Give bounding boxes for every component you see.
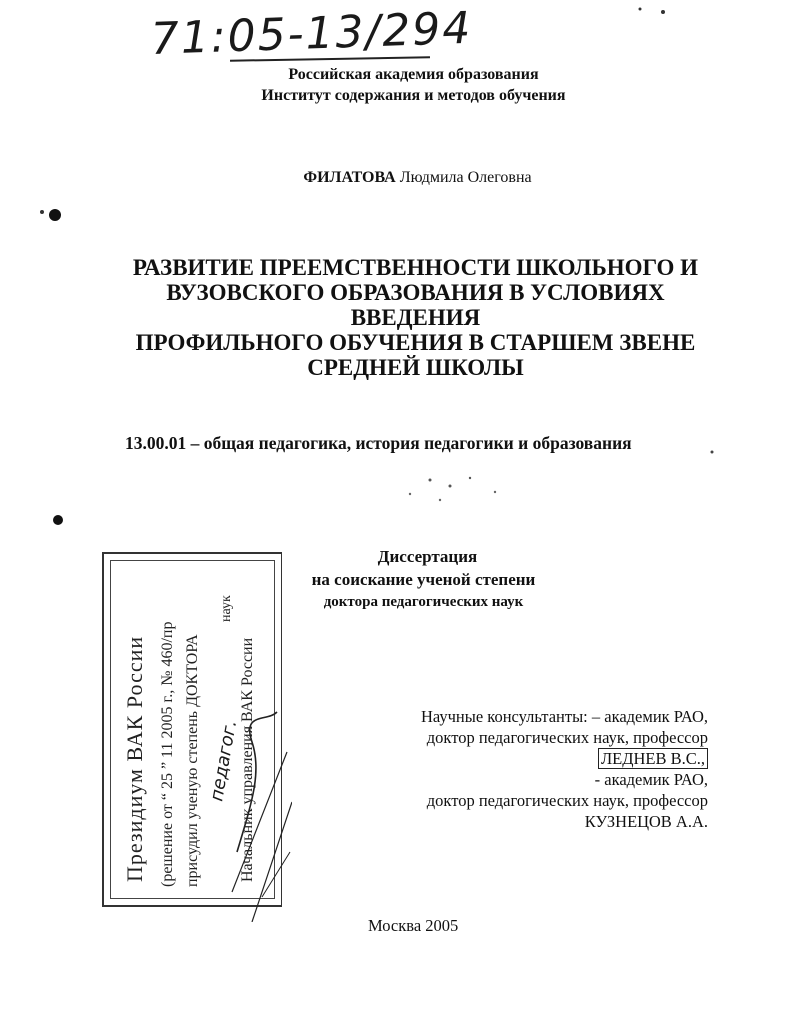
- dissertation-purpose: на соискание ученой степени: [311, 570, 536, 589]
- svg-text:Президиум ВАК России: Президиум ВАК России: [122, 635, 147, 882]
- title-line: ВУЗОВСКОГО ОБРАЗОВАНИЯ В УСЛОВИЯХ: [166, 280, 665, 305]
- title-line: РАЗВИТИЕ ПРЕЕМСТВЕННОСТИ ШКОЛЬНОГО И: [132, 255, 699, 280]
- dissertation-label: Диссертация: [377, 547, 478, 566]
- organization-name: Российская академия образования: [288, 66, 539, 83]
- archive-code: 71:05-13/294: [150, 2, 474, 65]
- title-line: ВВЕДЕНИЯ: [350, 305, 481, 330]
- svg-text:наук: наук: [219, 595, 234, 622]
- consultant-line: - академик РАО,: [594, 770, 708, 789]
- svg-text:педагог.: педагог.: [206, 718, 242, 803]
- author-surname: ФИЛАТОВА: [303, 169, 396, 186]
- consultant-line: доктор педагогических наук, профессор: [426, 791, 708, 810]
- consultant-line: Научные консультанты: – академик РАО,: [420, 707, 708, 726]
- author-given-names: Людмила Олеговна: [399, 169, 532, 186]
- consultant-name-boxed: ЛЕДНЕВ В.С.,: [598, 748, 708, 769]
- svg-text:(решение от “ 25 ” 11 2005 г.,: (решение от “ 25 ” 11 2005 г., № 460/пр: [159, 621, 176, 887]
- consultant-name: КУЗНЕЦОВ А.А.: [584, 812, 708, 831]
- consultant-line: доктор педагогических наук, профессор: [426, 728, 708, 747]
- city-year: Москва 2005: [368, 916, 459, 935]
- title-line: СРЕДНЕЙ ШКОЛЫ: [307, 355, 524, 380]
- svg-text:Начальник управления ВАК Росси: Начальник управления ВАК России: [239, 637, 256, 882]
- title-line: ПРОФИЛЬНОГО ОБУЧЕНИЯ В СТАРШЕМ ЗВЕНЕ: [135, 330, 696, 355]
- specialty-code: 13.00.01 – общая педагогика, история педагогики и образования: [125, 433, 632, 453]
- dissertation-degree: доктора педагогических наук: [323, 594, 524, 610]
- svg-text:присудил ученую степень ДОКТОР: присудил ученую степень ДОКТОРА: [184, 634, 201, 887]
- institute-name: Институт содержания и методов обучения: [261, 87, 566, 104]
